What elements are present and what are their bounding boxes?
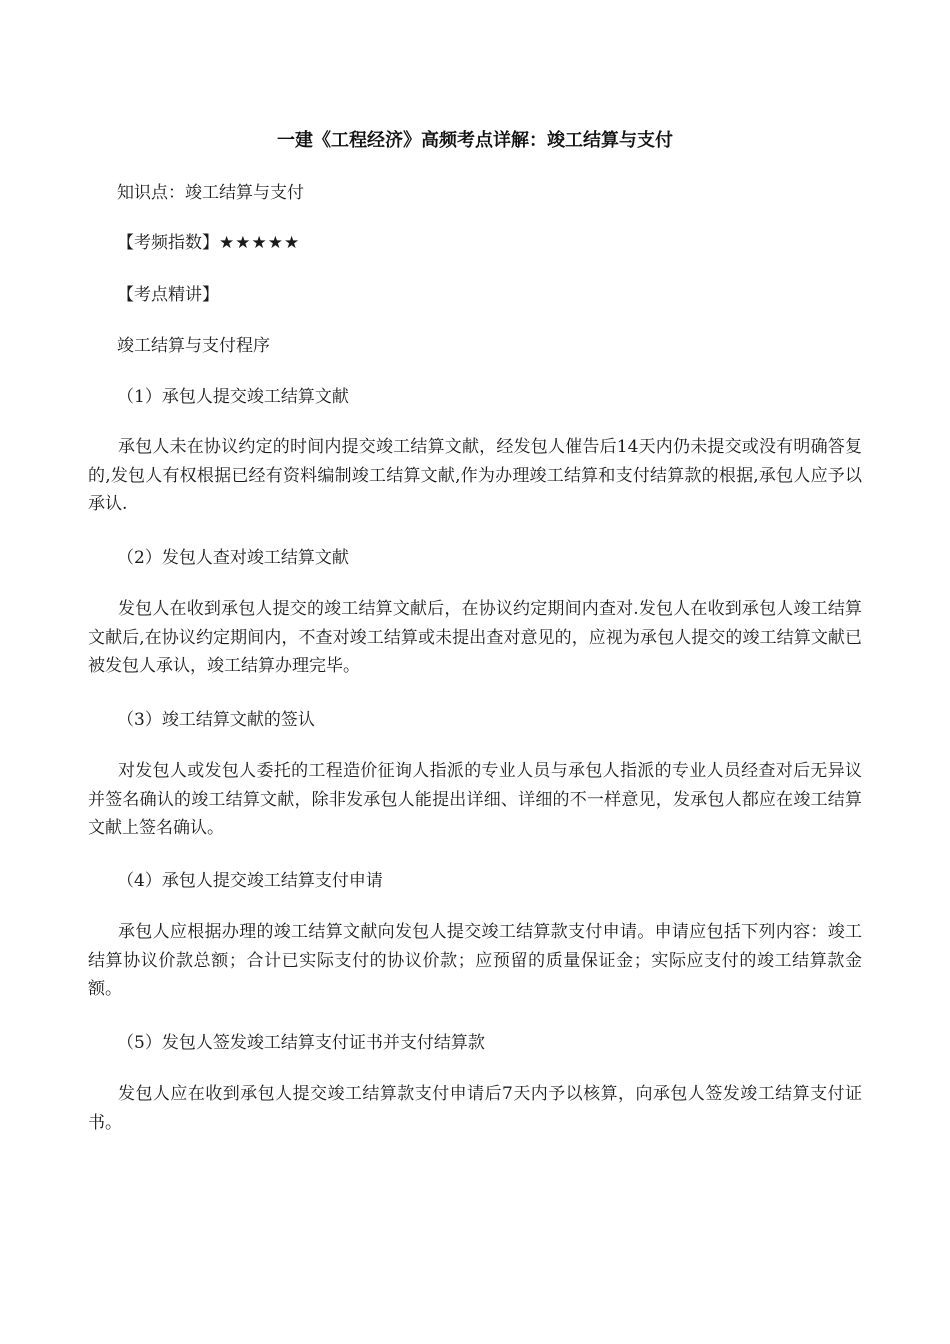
document-title: 一建《工程经济》高频考点详解：竣工结算与支付: [277, 130, 673, 151]
step-2-paragraph: 发包人在收到承包人提交的竣工结算文献后，在协议约定期间内查对.发包人在收到承包人竣工结算文献后,在协议约定期间内，不查对竣工结算或未提出查对意见的，应视为承包人提交的竣工结算文献已被发包人承认，竣工结算办理完毕。: [88, 599, 862, 676]
step-5-paragraph: 发包人应在收到承包人提交竣工结算款支付申请后7天内予以核算，向承包人签发竣工结算支付证书。: [88, 1084, 862, 1133]
step-1-heading: （1）承包人提交竣工结算文献: [117, 387, 349, 407]
step-2-heading: （2）发包人查对竣工结算文献: [117, 548, 349, 568]
frequency-stars-rating: ★★★★★: [219, 233, 301, 253]
step-3-heading: （3）竣工结算文献的签认: [117, 710, 315, 730]
procedure-heading: 竣工结算与支付程序: [117, 336, 270, 356]
step-4-heading: （4）承包人提交竣工结算支付申请: [117, 871, 383, 891]
step-3-paragraph: 对发包人或发包人委托的工程造价征询人指派的专业人员与承包人指派的专业人员经查对后无异议并签名确认的竣工结算文献，除非发承包人能提出详细、详细的不一样意见，发承包人都应在竣工结算文献上签名确认。: [88, 761, 862, 838]
frequency-label: 【考频指数】: [117, 233, 219, 253]
step-5-heading: （5）发包人签发竣工结算支付证书并支付结算款: [117, 1033, 485, 1053]
section-header: 【考点精讲】: [117, 285, 219, 305]
knowledge-point-line: 知识点：竣工结算与支付: [117, 183, 304, 203]
frequency-index-line: [117, 230, 300, 256]
step-4-paragraph: 承包人应根据办理的竣工结算文献向发包人提交竣工结算款支付申请。申请应包括下列内容：竣工结算协议价款总额；合计已实际支付的协议价款；应预留的质量保证金；实际应支付的竣工结算款金额。: [88, 922, 862, 999]
step-1-paragraph: 承包人未在协议约定的时间内提交竣工结算文献，经发包人催告后14天内仍未提交或没有明确答复的,发包人有权根据已经有资料编制竣工结算文献,作为办理竣工结算和支付结算款的根据,承包人应予以承认.: [88, 437, 862, 514]
